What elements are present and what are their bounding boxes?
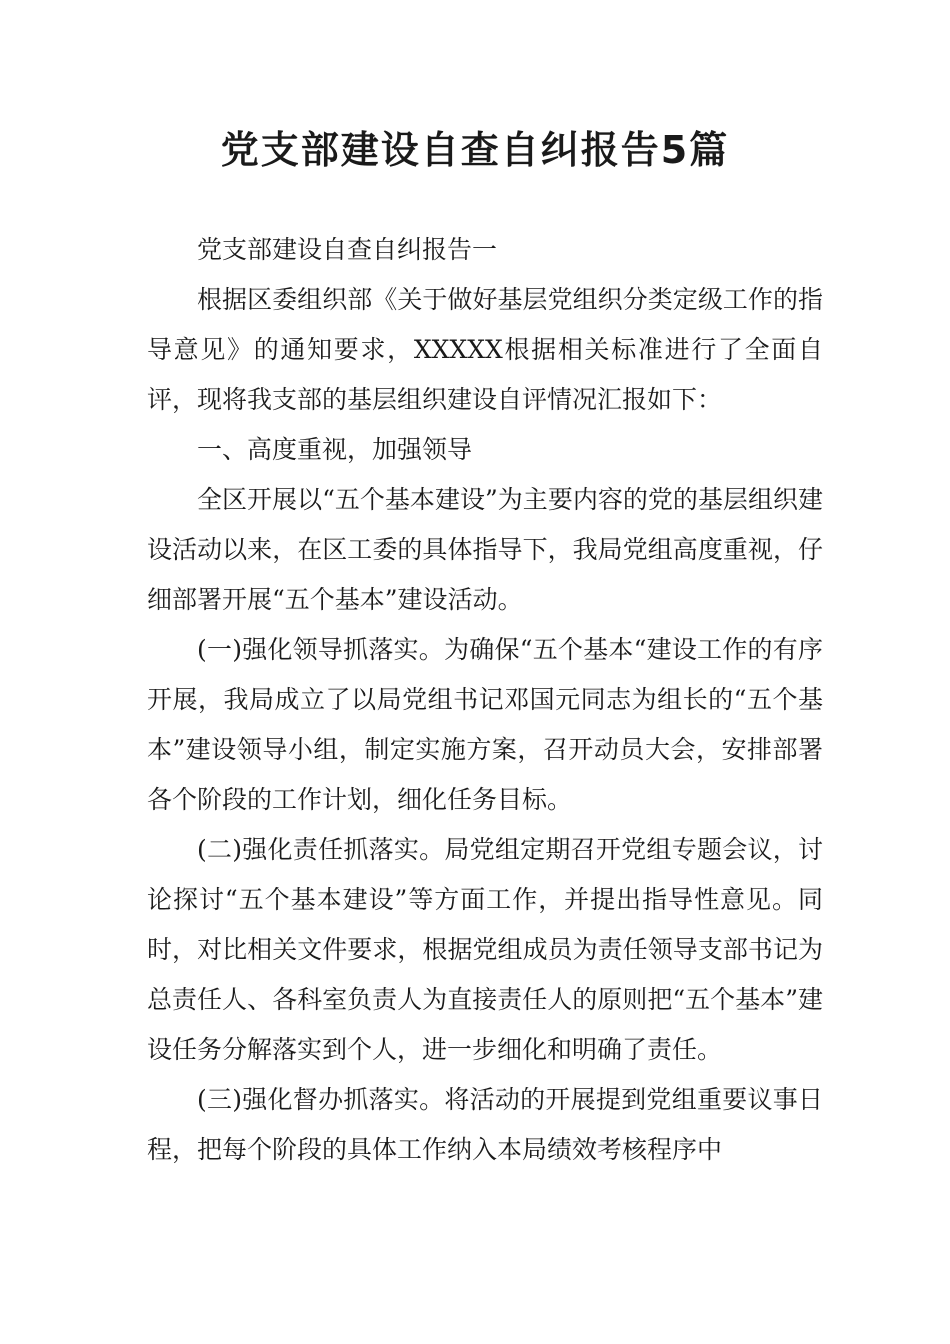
document-body [147,225,823,1175]
paragraph: (一)强化领导抓落实。为确保“五个基本“建设工作的有序开展，我局成立了以局党组书记邓国元同志为组长的“五个基本”建设领导小组，制定实施方案，召开动员大会，安排部署各个阶段的工作计划，细化任务目标。 [147,635,823,814]
paragraph: (三)强化督办抓落实。将活动的开展提到党组重要议事日程，把每个阶段的具体工作纳入本局绩效考核程序中 [147,1085,823,1164]
document-title: 党支部建设自查自纠报告5篇 [220,128,730,172]
section-heading: 一、高度重视，加强领导 [197,435,473,464]
paragraph-subtitle: 党支部建设自查自纠报告一 [197,235,498,264]
paragraph: 全区开展以“五个基本建设”为主要内容的党的基层组织建设活动以来，在区工委的具体指导下，我局党组高度重视，仔细部署开展“五个基本”建设活动。 [147,485,823,614]
paragraph: (二)强化责任抓落实。局党组定期召开党组专题会议，讨论探讨“五个基本建设”等方面工作，并提出指导性意见。同时，对比相关文件要求，根据党组成员为责任领导支部书记为总责任人、各科室负责人为直接责任人的原则把“五个基本”建设任务分解落实到个人，进一步细化和明确了责任。 [147,835,823,1064]
paragraph: 根据区委组织部《关于做好基层党组织分类定级工作的指导意见》的通知要求，XXXXX根据相关标准进行了全面自评，现将我支部的基层组织建设自评情况汇报如下： [147,285,823,414]
